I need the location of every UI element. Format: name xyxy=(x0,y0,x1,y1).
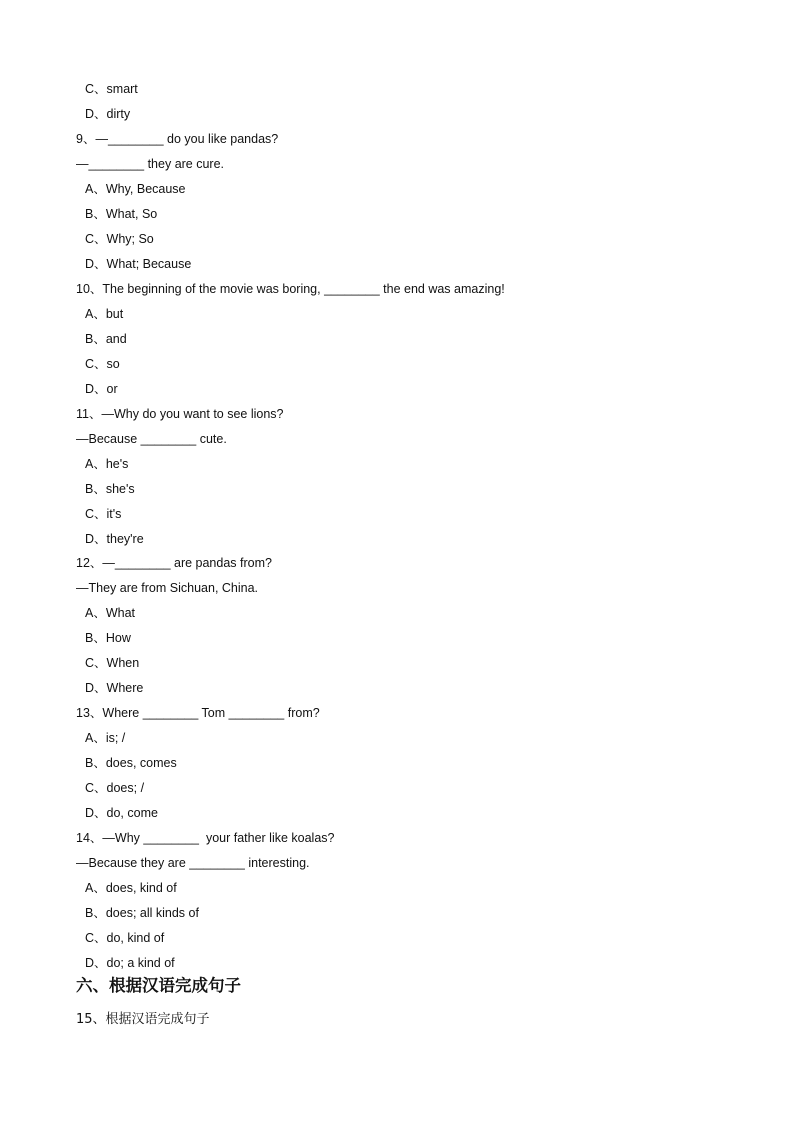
question-text: 11、—Why do you want to see lions? xyxy=(76,406,284,421)
answer-option: B、How xyxy=(85,631,131,646)
question-text: —Because they are ________ interesting. xyxy=(76,856,310,871)
question-text: 14、—Why ________ your father like koalas? xyxy=(76,831,335,846)
answer-option: B、What, So xyxy=(85,206,158,221)
answer-option: D、What; Because xyxy=(85,256,192,271)
answer-option: B、and xyxy=(85,331,127,346)
question-text: —________ they are cure. xyxy=(76,156,225,171)
answer-option: C、does; / xyxy=(85,781,145,796)
answer-option: C、Why; So xyxy=(85,231,154,246)
section-heading: 六、根据汉语完成句子 xyxy=(76,976,241,995)
answer-option: D、they're xyxy=(85,531,144,546)
answer-option: B、she's xyxy=(85,481,135,496)
answer-option: A、is; / xyxy=(85,731,126,746)
answer-option: A、but xyxy=(85,306,124,321)
answer-option: D、or xyxy=(85,381,118,396)
answer-option: C、smart xyxy=(85,82,138,96)
question-15: 15、根据汉语完成句子 xyxy=(76,1012,210,1027)
question-text: —Because ________ cute. xyxy=(76,431,227,446)
question-text: —They are from Sichuan, China. xyxy=(76,581,259,596)
answer-option: A、he's xyxy=(85,456,129,471)
answer-option: D、dirty xyxy=(85,107,131,121)
answer-option: B、does, comes xyxy=(85,756,177,771)
answer-option: B、does; all kinds of xyxy=(85,906,199,920)
answer-option: A、What xyxy=(85,606,136,621)
question-text: 9、—________ do you like pandas? xyxy=(76,131,279,146)
answer-option: C、do, kind of xyxy=(85,931,165,945)
answer-option: C、When xyxy=(85,656,140,671)
answer-option: D、Where xyxy=(85,681,144,696)
answer-option: D、do; a kind of xyxy=(85,955,175,970)
question-text: 13、Where ________ Tom ________ from? xyxy=(76,706,320,721)
answer-option: C、so xyxy=(85,356,120,371)
question-text: 10、The beginning of the movie was boring, ________ the end was amazing! xyxy=(76,281,505,296)
answer-option: A、does, kind of xyxy=(85,881,177,895)
answer-option: D、do, come xyxy=(85,806,158,821)
question-text: 12、—________ are pandas from? xyxy=(76,556,272,571)
answer-option: C、it's xyxy=(85,506,122,521)
answer-option: A、Why, Because xyxy=(85,181,186,196)
